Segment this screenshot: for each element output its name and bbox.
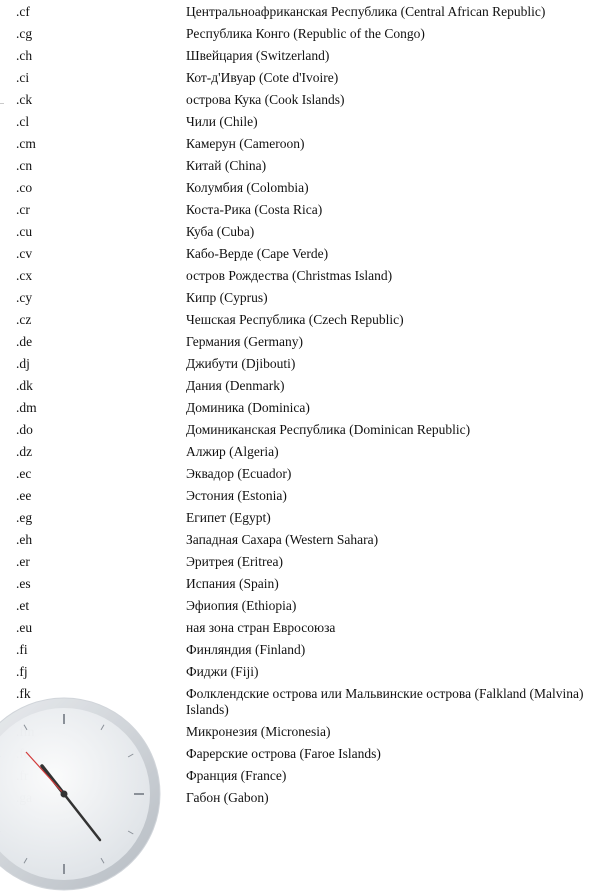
domain-code: .cv [16,246,33,261]
country-name: остров Рождества (Christmas Island) [186,268,393,283]
table-row [14,353,605,375]
domain-code: .cm [16,136,36,151]
country-name: Фиджи (Fiji) [186,664,259,679]
table-row [14,375,605,397]
domain-code: .eg [16,510,33,525]
table-row [14,639,605,661]
country-name: Фолклендские острова или Мальвинские острова (Falkland (Malvina) Islands) [186,686,584,717]
table-row [14,67,605,89]
table-row [14,551,605,573]
country-name: Чешская Республика (Czech Republic) [186,312,404,327]
domain-code: .dj [16,356,30,371]
domain-code: .do [16,422,33,437]
table-row [14,287,605,309]
table-row [14,265,605,287]
domain-code: .eh [16,532,33,547]
table-row [14,221,605,243]
country-name: Кипр (Cyprus) [186,290,268,305]
domain-code: .ci [16,70,30,85]
domain-code: .de [16,334,33,349]
table-row [14,199,605,221]
domain-code: .fk [16,686,31,701]
country-name: Чили (Chile) [186,114,258,129]
table-row [14,111,605,133]
country-name: Центральноафриканская Республика (Central African Republic) [186,4,546,19]
domain-table [14,1,605,809]
table-row [14,309,605,331]
table-row [14,617,605,639]
domain-code: .dm [16,400,37,415]
table-row [14,397,605,419]
table-row [14,155,605,177]
country-name: Западная Сахара (Western Sahara) [186,532,379,547]
domain-code: .cu [16,224,33,239]
clock-center [61,791,68,798]
country-name: Дания (Denmark) [186,378,285,393]
domain-code: .et [16,598,30,613]
clock-icon[interactable] [0,694,164,894]
domain-code: .es [16,576,31,591]
domain-code: .ck [16,92,33,107]
country-name: Камерун (Cameroon) [186,136,305,151]
country-name: Кот-д'Ивуар (Cote d'Ivoire) [186,70,339,85]
country-name: острова Кука (Cook Islands) [186,92,345,107]
table-row [14,331,605,353]
domain-code: .fi [16,642,28,657]
domain-code: .cr [16,202,30,217]
domain-code: .fj [16,664,28,679]
domain-code: .cz [16,312,32,327]
domain-code: .cx [16,268,33,283]
table-row [14,419,605,441]
country-name: Китай (China) [186,158,267,173]
country-name: Эстония (Estonia) [186,488,287,503]
country-name: Финляндия (Finland) [186,642,306,657]
country-name: Кабо-Верде (Cape Verde) [186,246,329,261]
domain-code: .ch [16,48,33,63]
table-row [14,463,605,485]
domain-code: .dz [16,444,33,459]
country-name: Эквадор (Ecuador) [186,466,292,481]
table-row [14,529,605,551]
domain-code: .dk [16,378,33,393]
country-name: Египет (Egypt) [186,510,271,525]
country-name: Швейцария (Switzerland) [186,48,330,63]
table-row [14,23,605,45]
table-row [14,1,605,23]
table-row [14,177,605,199]
country-name: Доминика (Dominica) [186,400,310,415]
country-name: Германия (Germany) [186,334,304,349]
domain-code: .ec [16,466,32,481]
country-name: Фарерские острова (Faroe Islands) [186,746,381,761]
table-row [14,661,605,683]
country-name: Куба (Cuba) [186,224,255,239]
table-row [14,243,605,265]
country-name: Франция (France) [186,768,287,783]
country-name: Испания (Spain) [186,576,279,591]
domain-code: .cn [16,158,33,173]
table-row [14,485,605,507]
domain-code: .cl [16,114,30,129]
domain-code: .cg [16,26,33,41]
domain-code: .cy [16,290,33,305]
country-name: Эфиопия (Ethiopia) [186,598,297,613]
domain-code: .eu [16,620,33,635]
country-name: Колумбия (Colombia) [186,180,309,195]
country-name: Габон (Gabon) [186,790,269,805]
domain-code: .ee [16,488,32,503]
country-name: Алжир (Algeria) [186,444,279,459]
domain-code: .co [16,180,33,195]
table-row [14,595,605,617]
table-row [14,45,605,67]
country-name: Эритрея (Eritrea) [186,554,283,569]
country-name: Джибути (Djibouti) [186,356,296,371]
country-name: Коста-Рика (Costa Rica) [186,202,323,217]
table-row [14,573,605,595]
domain-code: .cf [16,4,30,19]
margin-mark: .. [0,97,4,106]
table-row [14,133,605,155]
table-row [14,89,605,111]
domain-code: .er [16,554,30,569]
table-row [14,507,605,529]
table-row [14,441,605,463]
country-name: Микронезия (Micronesia) [186,724,331,739]
country-name: Республика Конго (Republic of the Congo) [186,26,425,41]
country-name: Доминиканская Республика (Dominican Republic) [186,422,471,437]
country-name: ная зона стран Евросоюза [186,620,336,635]
